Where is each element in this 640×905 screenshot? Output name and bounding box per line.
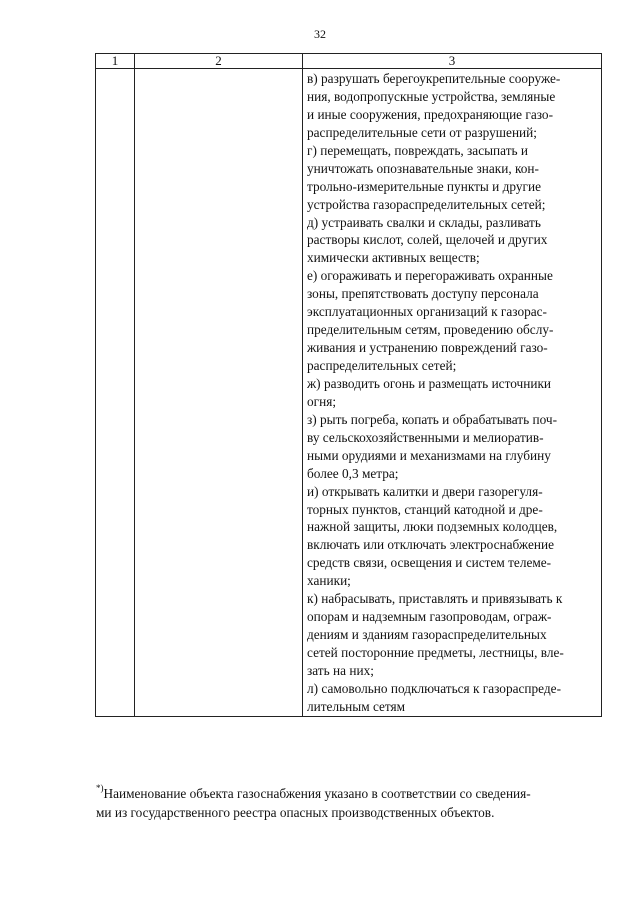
text-line: лительным сетям [307, 698, 406, 714]
text-line: з) рыть погреба, копать и обрабатывать поч- [307, 411, 558, 427]
text-line: устройства газораспределительных сетей; [307, 196, 546, 212]
text-line: л) самовольно подключаться к газораспреде- [307, 680, 561, 696]
text-line: сетей посторонние предметы, лестницы, вле- [307, 645, 564, 660]
text-line: торных пунктов, станций катодной и дре- [307, 501, 543, 517]
text-line: ву сельскохозяйственными и мелиоратив- [307, 429, 544, 445]
footnote-line-1 [96, 784, 606, 803]
text-line: е) огораживать и перегораживать охранные [307, 268, 553, 284]
text-line: трольно-измерительные пункты и другие [307, 178, 541, 194]
cell-col2 [135, 69, 303, 717]
text-line: дениям и зданиям газораспределительных [307, 627, 547, 643]
text-line: и иные сооружения, предохраняющие газо- [307, 106, 554, 122]
footnote [96, 784, 606, 822]
text-line: и) открывать калитки и двери газорегуля- [307, 483, 543, 499]
text-line: огня; [307, 393, 337, 409]
text-line: зать на них; [307, 662, 374, 678]
text-line: ными орудиями и механизмами на глубину [307, 447, 551, 463]
text-line: опорам и надземным газопроводам, ограж- [307, 609, 552, 625]
text-line: живания и устранению повреждений газо- [307, 340, 548, 356]
text-line: распределительных сетей; [307, 358, 457, 373]
text-line: растворы кислот, солей, щелочей и других [307, 232, 548, 248]
footnote-line-2: ми из государственного реестра опасных производственных объектов. [96, 805, 495, 820]
column-header-1: 1 [96, 54, 135, 69]
text-line: нажной защиты, люки подземных колодцев, [307, 519, 558, 535]
column-header-2: 2 [135, 54, 303, 69]
column-header-3: 3 [303, 54, 602, 69]
text-line: зоны, препятствовать доступу персонала [307, 286, 539, 302]
text-line: г) перемещать, повреждать, засыпать и [307, 142, 529, 158]
text-line: химически активных веществ; [307, 250, 480, 266]
text-line: ханики; [307, 573, 351, 589]
restrictions-table [95, 53, 602, 717]
table-row [96, 69, 602, 717]
text-line: ния, водопропускные устройства, земляные [307, 88, 556, 104]
cell-col3 [303, 69, 602, 717]
text-line: распределительные сети от разрушений; [307, 124, 537, 140]
text-line: пределительным сетям, проведению обслу- [307, 322, 554, 338]
footnote-marker: *) [96, 783, 104, 793]
text-line: более 0,3 метра; [307, 465, 399, 481]
text-line: в) разрушать берегоукрепительные сооруже- [307, 71, 561, 86]
footnote-text-1: Наименование объекта газоснабжения указано в соответствии со сведения- [103, 786, 531, 801]
text-line: к) набрасывать, приставлять и привязывать к [307, 591, 563, 607]
text-line: средств связи, освещения и систем телеме- [307, 555, 552, 571]
text-line: д) устраивать свалки и склады, разливать [307, 214, 541, 230]
text-line: уничтожать опознавательные знаки, кон- [307, 160, 539, 176]
text-line: эксплуатационных организаций к газорас- [307, 304, 547, 320]
cell-col1 [96, 69, 135, 717]
text-line: включать или отключать электроснабжение [307, 537, 554, 553]
page-number: 32 [314, 27, 326, 41]
text-line: ж) разводить огонь и размещать источники [307, 375, 552, 391]
table-header-row [96, 54, 602, 69]
prohibited-actions-list [303, 69, 601, 716]
